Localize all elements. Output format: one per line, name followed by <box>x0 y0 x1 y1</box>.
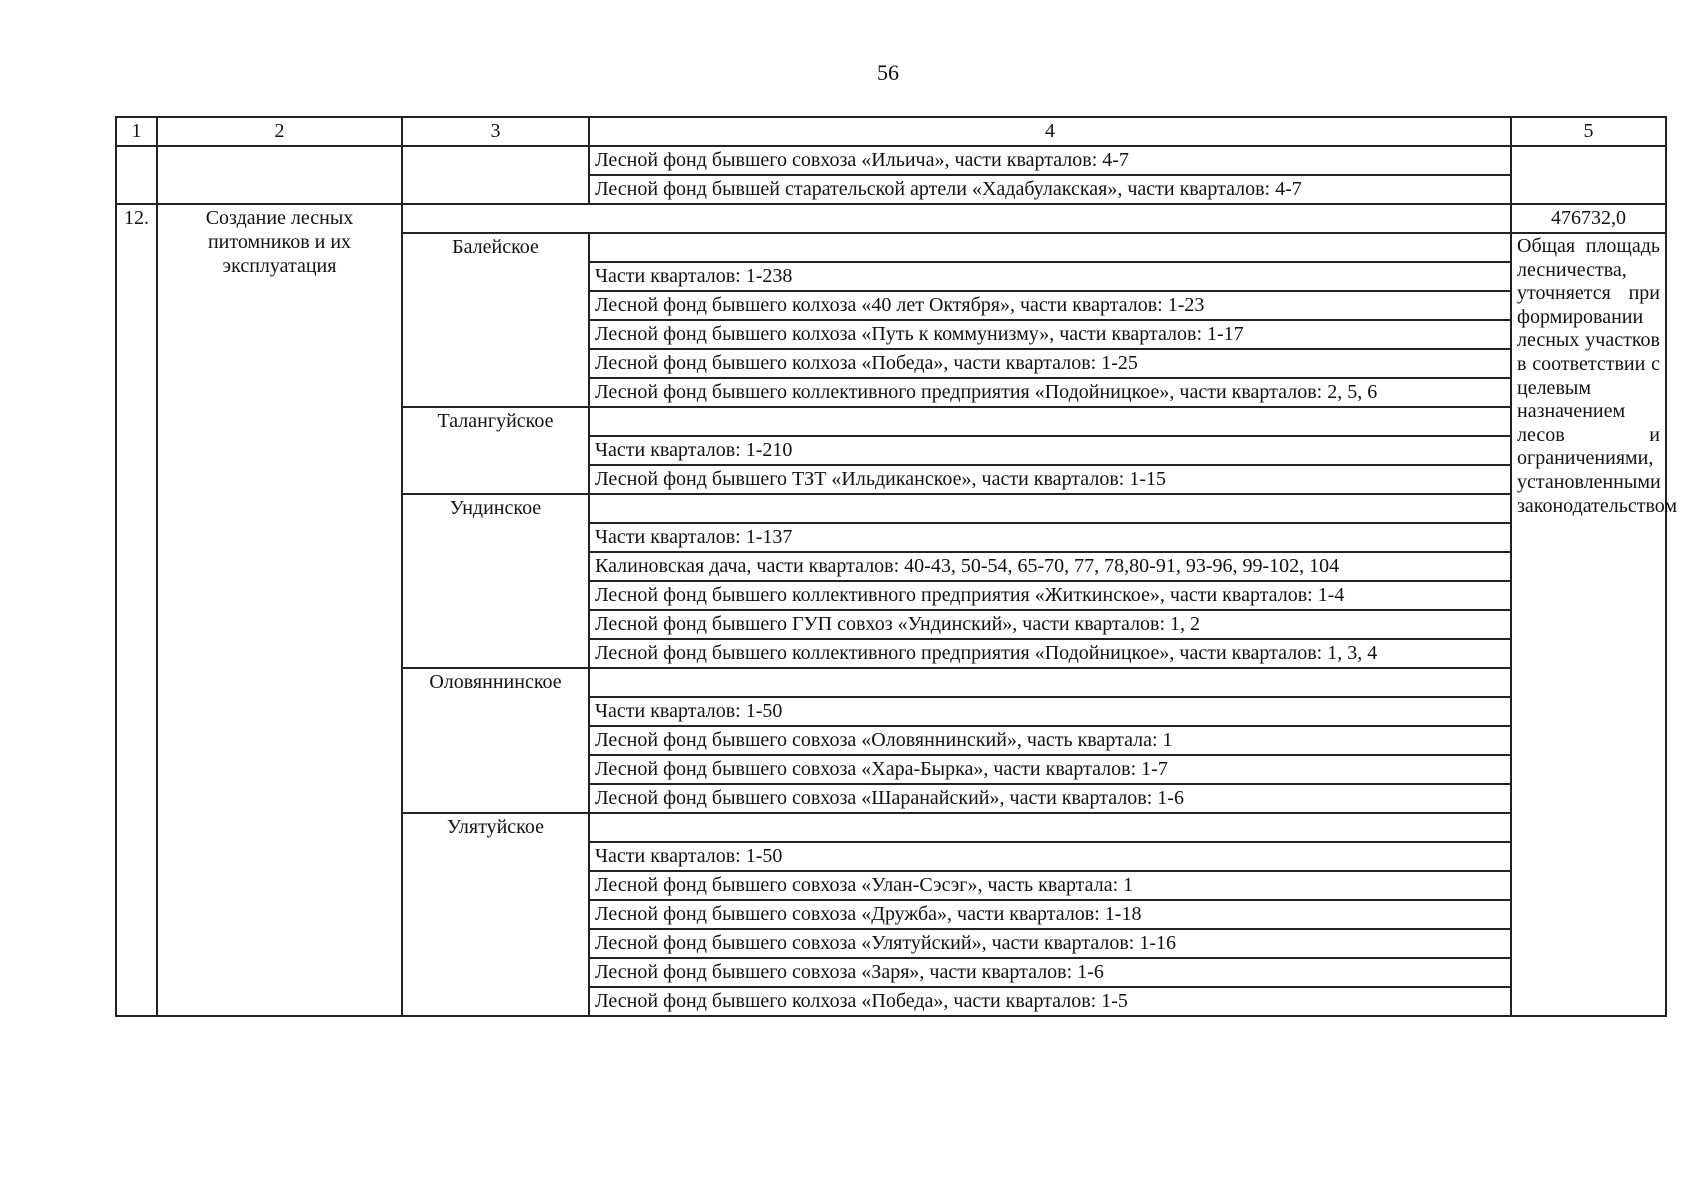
location-blank <box>589 813 1511 842</box>
location-cell: Лесной фонд бывшего совхоза «Ильича», части кварталов: 4-7 <box>589 146 1511 175</box>
location-cell: Лесной фонд бывшего коллективного предприятия «Житкинское», части кварталов: 1-4 <box>589 581 1511 610</box>
location-cell: Лесной фонд бывшего совхоза «Оловяннинский», часть квартала: 1 <box>589 726 1511 755</box>
location-cell: Лесной фонд бывшего коллективного предприятия «Подойницкое», части кварталов: 1, 3, 4 <box>589 639 1511 668</box>
location-blank <box>589 668 1511 697</box>
location-cell: Лесной фонд бывшего колхоза «40 лет Октября», части кварталов: 1-23 <box>589 291 1511 320</box>
location-cell: Лесной фонд бывшего колхоза «Победа», части кварталов: 1-5 <box>589 987 1511 1016</box>
location-cell: Части кварталов: 1-137 <box>589 523 1511 552</box>
header-cell: 4 <box>589 117 1511 146</box>
location-cell: Лесной фонд бывшего колхоза «Победа», части кварталов: 1-25 <box>589 349 1511 378</box>
item-row <box>116 204 1666 233</box>
district-name: Ундинское <box>402 494 589 668</box>
location-cell: Части кварталов: 1-238 <box>589 262 1511 291</box>
location-cell: Лесной фонд бывшего колхоза «Путь к коммунизму», части кварталов: 1-17 <box>589 320 1511 349</box>
location-cell: Части кварталов: 1-210 <box>589 436 1511 465</box>
district-cell <box>402 146 589 204</box>
location-cell: Лесной фонд бывшей старательской артели «Хадабулакская», части кварталов: 4-7 <box>589 175 1511 204</box>
location-cell: Лесной фонд бывшего коллективного предприятия «Подойницкое», части кварталов: 2, 5, 6 <box>589 378 1511 407</box>
header-cell: 2 <box>157 117 402 146</box>
continuation-row <box>116 146 1666 175</box>
location-cell: Части кварталов: 1-50 <box>589 842 1511 871</box>
item-total: 476732,0 <box>1511 204 1666 233</box>
location-cell: Лесной фонд бывшего совхоза «Заря», части кварталов: 1-6 <box>589 958 1511 987</box>
page-number: 56 <box>877 60 899 85</box>
location-cell: Лесной фонд бывшего ТЗТ «Ильдиканское», части кварталов: 1-15 <box>589 465 1511 494</box>
district-name: Оловяннинское <box>402 668 589 813</box>
location-blank <box>589 494 1511 523</box>
forest-table <box>115 116 1678 1017</box>
location-cell: Лесной фонд бывшего совхоза «Улан-Сэсэг», часть квартала: 1 <box>589 871 1511 900</box>
location-cell: Лесной фонд бывшего ГУП совхоз «Ундинский», части кварталов: 1, 2 <box>589 610 1511 639</box>
header-cell: 3 <box>402 117 589 146</box>
location-cell: Части кварталов: 1-50 <box>589 697 1511 726</box>
header-cell: 5 <box>1511 117 1666 146</box>
item-total-spacer <box>402 204 1511 233</box>
location-cell: Лесной фонд бывшего совхоза «Хара-Бырка», части кварталов: 1-7 <box>589 755 1511 784</box>
district-name: Балейское <box>402 233 589 407</box>
location-cell: Лесной фонд бывшего совхоза «Шаранайский», части кварталов: 1-6 <box>589 784 1511 813</box>
item-name: Создание лесных питомников и их эксплуатация <box>157 204 402 1016</box>
location-blank <box>589 233 1511 262</box>
header-cell: 1 <box>116 117 157 146</box>
district-name: Талангуйское <box>402 407 589 494</box>
location-cell: Лесной фонд бывшего совхоза «Улятуйский», части кварталов: 1-16 <box>589 929 1511 958</box>
item-number: 12. <box>116 204 157 1016</box>
item-note: Общая площадь лесничества, уточняется при формировании лесных участков в соответствии с целевым назначением лесов и ограничениями, установленными законодательством <box>1511 233 1666 1016</box>
header-row <box>116 117 1666 146</box>
district-name: Улятуйское <box>402 813 589 1016</box>
location-cell: Калиновская дача, части кварталов: 40-43, 50-54, 65-70, 77, 78,80-91, 93-96, 99-102, 104 <box>589 552 1511 581</box>
location-blank <box>589 407 1511 436</box>
number-cell <box>116 146 157 204</box>
location-cell: Лесной фонд бывшего совхоза «Дружба», части кварталов: 1-18 <box>589 900 1511 929</box>
name-cell <box>157 146 402 204</box>
note-cell <box>1511 146 1666 204</box>
